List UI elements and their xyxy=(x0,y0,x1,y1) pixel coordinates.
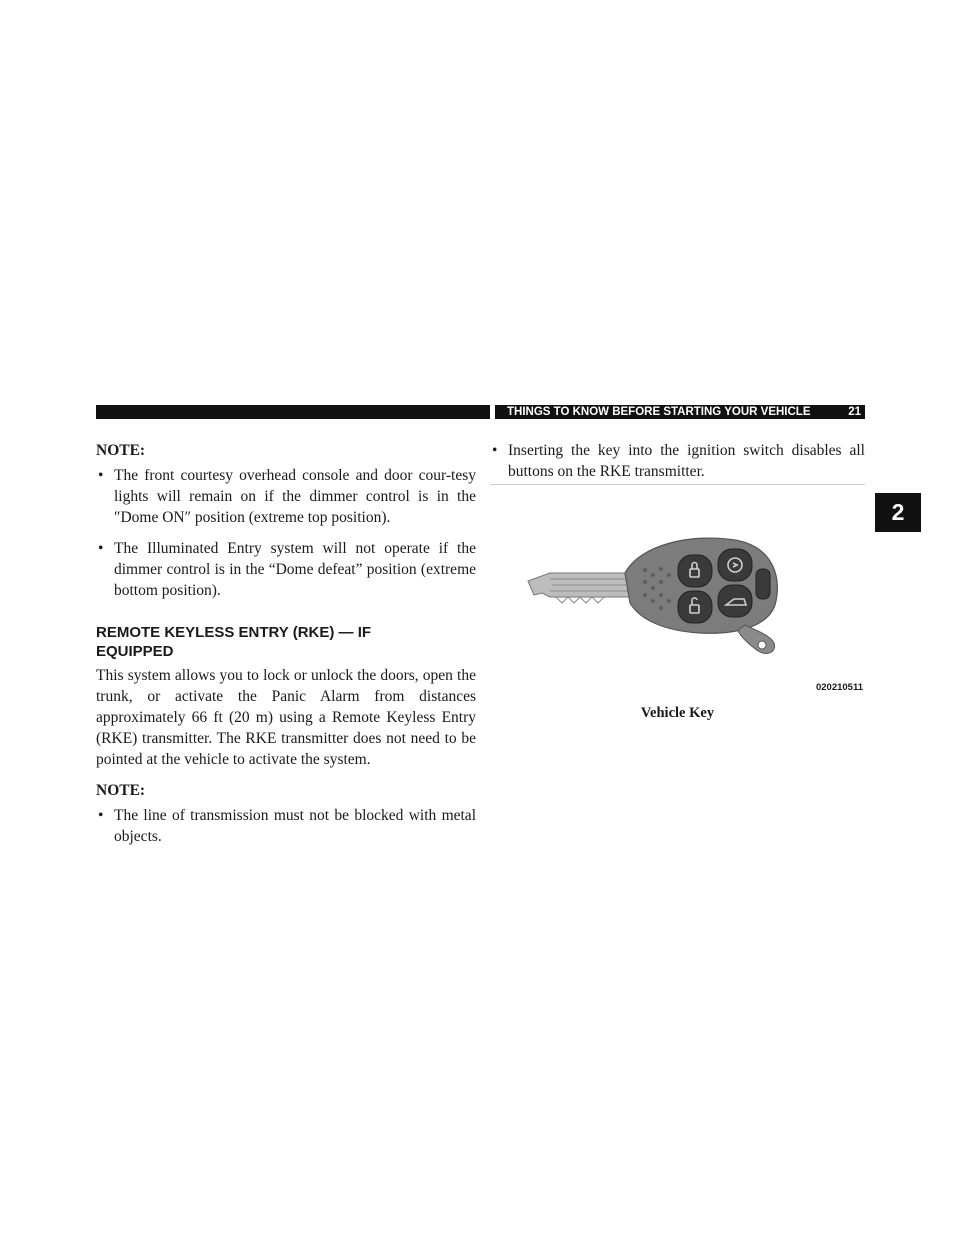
bullet-text: The line of transmission must not be blocked with metal objects. xyxy=(114,807,476,845)
bullet-dot: • xyxy=(98,467,104,484)
section-heading: REMOTE KEYLESS ENTRY (RKE) — IF EQUIPPED xyxy=(96,624,372,660)
figure-caption: Vehicle Key xyxy=(640,705,715,721)
vehicle-key-figure xyxy=(490,484,865,700)
header-title: THINGS TO KNOW BEFORE STARTING YOUR VEHICLE xyxy=(507,406,811,418)
bullet-text: The Illuminated Entry system will not operate if the dimmer control is in the “Dome defeat” position (extreme bottom position). xyxy=(114,540,476,599)
body-paragraph: This system allows you to lock or unlock the doors, open the trunk, or activate the Panic Alarm from distances approximately 66 ft (20 m) using a Remote Keyless Entry (RKE) transmitter. The RKE transmitter does not need to be pointed at the vehicle to activate the system. xyxy=(96,667,476,768)
page-header xyxy=(495,405,865,419)
note-label: NOTE: xyxy=(96,782,146,799)
note-label: NOTE: xyxy=(96,442,146,459)
note-bullet xyxy=(96,465,476,528)
bullet-dot: • xyxy=(98,807,104,824)
note-bullet xyxy=(490,440,865,482)
figure-code: 020210511 xyxy=(815,682,863,693)
key-fob-illustration-icon xyxy=(490,485,865,700)
bullet-dot: • xyxy=(492,442,498,459)
left-column xyxy=(96,440,476,857)
chapter-tab: 2 xyxy=(875,493,921,532)
header-bar-left xyxy=(96,405,490,419)
bullet-dot: • xyxy=(98,540,104,557)
note-bullet xyxy=(96,538,476,601)
bullet-text: The front courtesy overhead console and door cour-tesy lights will remain on if the dimmer control is in the ″Dome ON″ position (extreme top position). xyxy=(114,467,476,526)
page-number: 21 xyxy=(848,406,861,418)
note-bullet xyxy=(96,805,476,847)
bullet-text: Inserting the key into the ignition switch disables all buttons on the RKE transmitter. xyxy=(508,442,865,480)
